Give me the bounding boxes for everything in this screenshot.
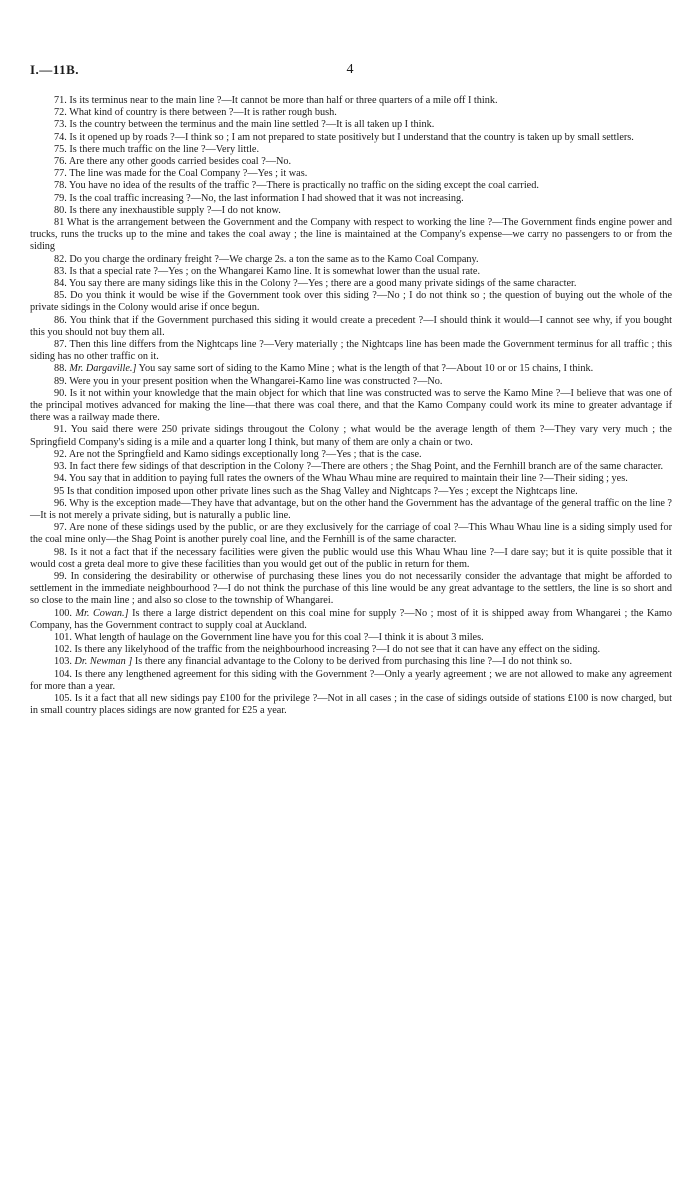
question-text: What is the arrangement between the Government and the Company with respect to working the line ?—The Government finds engine power and trucks, runs the trucks up to the mine and takes the coal away ; the line is maintained at the Company's expense—we carry no passengers to or from the siding: [30, 217, 672, 253]
page-number: 4: [346, 62, 354, 77]
question-paragraph: [30, 132, 672, 144]
question-number: 102.: [54, 644, 72, 656]
question-number: 76.: [54, 156, 67, 168]
question-text: Is it not within your knowledge that the main object for which that line was constructed was to serve the Kamo Mine ?—I believe that was one of the principal motives advanced for making the line—that there was coal there, and that the Kamo Company could work its mine to greater advantage if there was a railway made there.: [30, 387, 673, 424]
question-paragraph: [30, 571, 672, 608]
question-paragraph: [30, 632, 672, 644]
question-paragraph: [30, 119, 672, 131]
question-text: In considering the desirability or otherwise of purchasing these lines you do not necessarily consider the advantage that might be afforded to settlement in the immediate neighbourhood ?—I do not think the purchase of this line would be any great advantage to the settlers, the line is so short and so close to the main line ; and also so close to the township of Whangarei.: [30, 570, 672, 607]
question-text: You say same sort of siding to the Kamo Mine ; what is the length of that ?—About 10 or or 15 chains, I think.: [138, 363, 594, 375]
question-text: The line was made for the Coal Company ?—Yes ; it was.: [69, 168, 308, 180]
question-number: 85.: [54, 290, 67, 302]
question-text: Are not the Springfield and Kamo sidings exceptionally long ?—Yes ; that is the case.: [68, 448, 422, 460]
question-text: Is there any likelyhood of the traffic from the neighbourhood increasing ?—I do not see that it can have any effect on the siding.: [74, 644, 601, 656]
question-paragraph: [30, 522, 672, 546]
question-text: Is there a large district dependent on this coal mine for supply ?—No ; most of it is shipped away from Whangarei ; the Kamo Company, has the Government contract to supply coal at Auckland.: [30, 607, 673, 631]
question-number: 90.: [54, 387, 67, 399]
question-number: 91.: [54, 424, 67, 436]
question-number: 103.: [54, 656, 72, 668]
question-paragraph: [30, 95, 672, 107]
evidence-text: [30, 95, 672, 717]
question-number: 88.: [54, 363, 67, 375]
question-number: 105.: [54, 692, 72, 704]
question-paragraph: [30, 144, 672, 156]
speaker-name: Mr. Cowan.]: [75, 607, 129, 619]
question-text: Then this line differs from the Nightcaps line ?—Very materially ; the Nightcaps line has been made the Government terminus for all traffic ; this siding has no other traffic on it.: [30, 339, 672, 363]
question-paragraph: [30, 473, 672, 485]
question-number: 71.: [54, 95, 67, 106]
question-paragraph: [30, 424, 672, 448]
question-paragraph: [30, 339, 672, 363]
question-text: You say there are many sidings like this in the Colony ?—Yes ; there are a good many private sidings of the same character.: [69, 278, 577, 290]
question-text: What length of haulage on the Government line have you for this coal ?—I think it is about 3 miles.: [74, 631, 484, 643]
question-text: You say that in addition to paying full rates the owners of the Whau Whau mine are required to maintain their line ?—Their siding ; yes.: [69, 473, 628, 485]
question-number: 74.: [54, 131, 67, 143]
question-text: Is the country between the terminus and the main line settled ?—It is all taken up I think.: [69, 119, 435, 131]
question-text: Were you in your present position when the Whangarei-Kamo line was constructed ?—No.: [69, 375, 443, 387]
question-text: Is it not a fact that if the necessary facilities were given the public would use this Whau Whau line ?—I dare say; but it is quite possible that it would cost a greta deal more to give these facilities than you would get out of the public in return for them.: [30, 546, 672, 570]
question-paragraph: [30, 644, 672, 656]
question-paragraph: [30, 168, 672, 180]
question-number: 87.: [54, 339, 67, 351]
question-number: 89.: [54, 375, 67, 387]
question-number: 84.: [54, 278, 67, 290]
question-paragraph: [30, 461, 672, 473]
question-number: 99.: [54, 570, 67, 582]
question-text: Do you charge the ordinary freight ?—We charge 2s. a ton the same as to the Kamo Coal Company.: [69, 253, 479, 265]
question-number: 97.: [54, 522, 67, 534]
question-paragraph: [30, 156, 672, 168]
question-number: 79.: [54, 192, 67, 204]
question-paragraph: [30, 656, 672, 668]
question-paragraph: [30, 376, 672, 388]
question-text: Is the coal traffic increasing ?—No, the last information I had showed that it was not increasing.: [69, 192, 464, 204]
question-paragraph: [30, 486, 672, 498]
question-paragraph: [30, 363, 672, 375]
question-text: Is that a special rate ?—Yes ; on the Whangarei Kamo line. It is somewhat lower than the usual rate.: [69, 265, 481, 277]
question-number: 96.: [54, 497, 67, 509]
question-paragraph: [30, 205, 672, 217]
question-text: What kind of country is there between ?—It is rather rough bush.: [69, 107, 337, 119]
question-paragraph: [30, 266, 672, 278]
question-paragraph: [30, 107, 672, 119]
speaker-name: Dr. Newman ]: [74, 656, 133, 668]
question-text: Is it a fact that all new sidings pay £100 for the privilege ?—Not in all cases ; in the case of sidings outside of stations £100 is now charged, but in small country places sidings are now granted for £25 a year.: [30, 692, 672, 717]
question-text: Is there any inexhaustible supply ?—I do not know.: [69, 204, 281, 216]
question-number: 78.: [54, 180, 67, 192]
question-number: 98.: [54, 546, 67, 558]
question-paragraph: [30, 278, 672, 290]
question-text: Is there any lengthened agreement for this siding with the Government ?—Only a yearly agreement ; we are not allowed to make any agreement for more than a year.: [30, 668, 672, 692]
question-text: Is that condition imposed upon other private lines such as the Shag Valley and Nightcaps ?—Yes ; except the Nightcaps line.: [66, 485, 578, 497]
question-number: 73.: [54, 119, 67, 131]
question-number: 86.: [54, 314, 67, 326]
question-number: 83.: [54, 265, 67, 277]
question-text: Why is the exception made—They have that advantage, but on the other hand the Government has the advantage of the general traffic on the line ?—It is not merely a private siding, but is naturally a public line.: [30, 497, 672, 521]
question-text: Is it opened up by roads ?—I think so ; I am not prepared to state positively but I understand that the country is taken up by small settlers.: [69, 131, 634, 143]
question-paragraph: [30, 449, 672, 461]
question-paragraph: [30, 498, 672, 522]
question-text: You said there were 250 private sidings througout the Colony ; what would be the average length of them ?—They vary very much ; the Springfield Company's siding is a mile and a quarter long I think, but many of them are only a chain or two.: [30, 424, 672, 448]
question-paragraph: [30, 290, 672, 314]
question-number: 80.: [54, 204, 67, 216]
question-number: 104.: [54, 668, 72, 680]
question-number: 93.: [54, 461, 67, 473]
question-paragraph: [30, 254, 672, 266]
question-text: Are there any other goods carried besides coal ?—No.: [68, 156, 292, 168]
question-paragraph: [30, 217, 672, 254]
question-number: 72.: [54, 107, 67, 119]
question-paragraph: [30, 193, 672, 205]
question-number: 82.: [54, 253, 67, 265]
question-paragraph: [30, 608, 672, 632]
question-number: 92.: [54, 448, 67, 460]
question-text: You think that if the Government purchased this siding it would create a precedent ?—I should think it would—I cannot see why, if you bought this you should not buy them all.: [30, 314, 672, 338]
question-paragraph: [30, 315, 672, 339]
question-number: 94.: [54, 473, 67, 485]
question-paragraph: [30, 180, 672, 192]
question-text: Is there any financial advantage to the Colony to be derived from purchasing this line ?—I do not think so.: [134, 656, 573, 668]
question-number: 95: [54, 485, 65, 497]
question-paragraph: [30, 388, 672, 425]
question-paragraph: [30, 547, 672, 571]
question-number: 75.: [54, 143, 67, 155]
question-text: In fact there few sidings of that description in the Colony ?—There are others ; the Shag Point, and the Fernhill branch are of the same character.: [69, 461, 664, 473]
document-reference: I.—11B.: [30, 62, 80, 77]
question-number: 81: [54, 217, 65, 229]
question-paragraph: [30, 693, 672, 717]
question-paragraph: [30, 669, 672, 693]
question-text: Are none of these sidings used by the public, or are they exclusively for the carriage of coal ?—This Whau Whau line is a siding simply used for the coal mine only—the Shag Point is another purely coal line, and the Fernhill is of the same character.: [30, 522, 673, 546]
question-text: Is there much traffic on the line ?—Very little.: [69, 143, 260, 155]
question-number: 101.: [54, 631, 72, 643]
question-number: 100.: [54, 607, 72, 619]
question-text: Do you think it would be wise if the Government took over this siding ?—No ; I do not think so ; the question of buying out the whole of the private sidings in the Colony would arise if once begun.: [30, 290, 672, 314]
speaker-name: Mr. Dargaville.]: [69, 363, 137, 375]
question-number: 77.: [54, 168, 67, 180]
question-text: Is its terminus near to the main line ?—It cannot be more than half or three quarters of a mile off I think.: [69, 95, 498, 106]
question-text: You have no idea of the results of the traffic ?—There is practically no traffic on the siding except the coal carried.: [69, 180, 539, 192]
